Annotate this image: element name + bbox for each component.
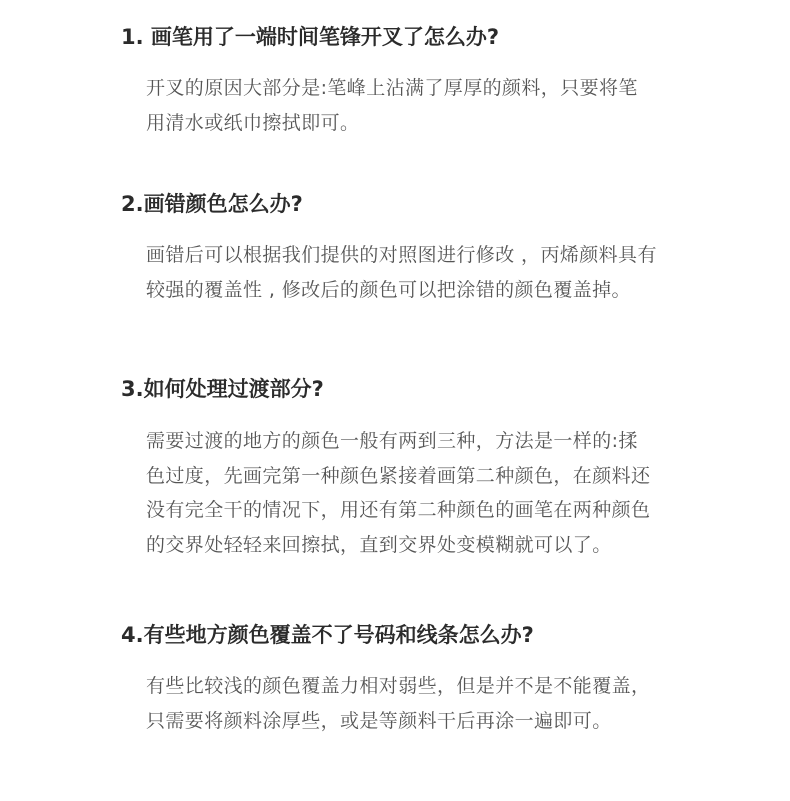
faq-answer-line: 的交界处轻轻来回擦拭，直到交界处变模糊就可以了。 bbox=[146, 533, 612, 556]
faq-question-1: 1. 画笔用了一端时间笔锋开叉了怎么办? bbox=[121, 25, 500, 49]
faq-question-2: 2.画错颜色怎么办? bbox=[121, 192, 303, 216]
faq-answer-2 bbox=[146, 238, 686, 307]
faq-question-4: 4.有些地方颜色覆盖不了号码和线条怎么办? bbox=[121, 623, 534, 647]
faq-answer-line: 用清水或纸巾擦拭即可。 bbox=[146, 111, 360, 134]
faq-question-3: 3.如何处理过渡部分? bbox=[121, 377, 324, 401]
faq-answer-3 bbox=[146, 424, 686, 562]
faq-answer-line: 没有完全干的情况下，用还有第二种颜色的画笔在两种颜色 bbox=[146, 499, 651, 521]
faq-answer-1 bbox=[146, 71, 686, 140]
faq-answer-4 bbox=[146, 669, 686, 738]
faq-answer-line: 有些比较浅的颜色覆盖力相对弱些，但是并不是不能覆盖， bbox=[146, 675, 651, 697]
faq-answer-line: 开叉的原因大部分是:笔峰上沾满了厚厚的颜料，只要将笔 bbox=[146, 77, 638, 99]
faq-answer-line: 较强的覆盖性 , 修改后的颜色可以把涂错的颜色覆盖掉。 bbox=[146, 278, 631, 301]
faq-answer-line: 只需要将颜料涂厚些，或是等颜料干后再涂一遍即可。 bbox=[146, 709, 612, 732]
faq-answer-line: 色过度，先画完第一种颜色紧接着画第二种颜色，在颜料还 bbox=[146, 464, 651, 487]
faq-answer-line: 需要过渡的地方的颜色一般有两到三种，方法是一样的:揉 bbox=[146, 430, 638, 452]
faq-answer-line: 画错后可以根据我们提供的对照图进行修改 ，丙烯颜料具有 bbox=[146, 244, 657, 266]
